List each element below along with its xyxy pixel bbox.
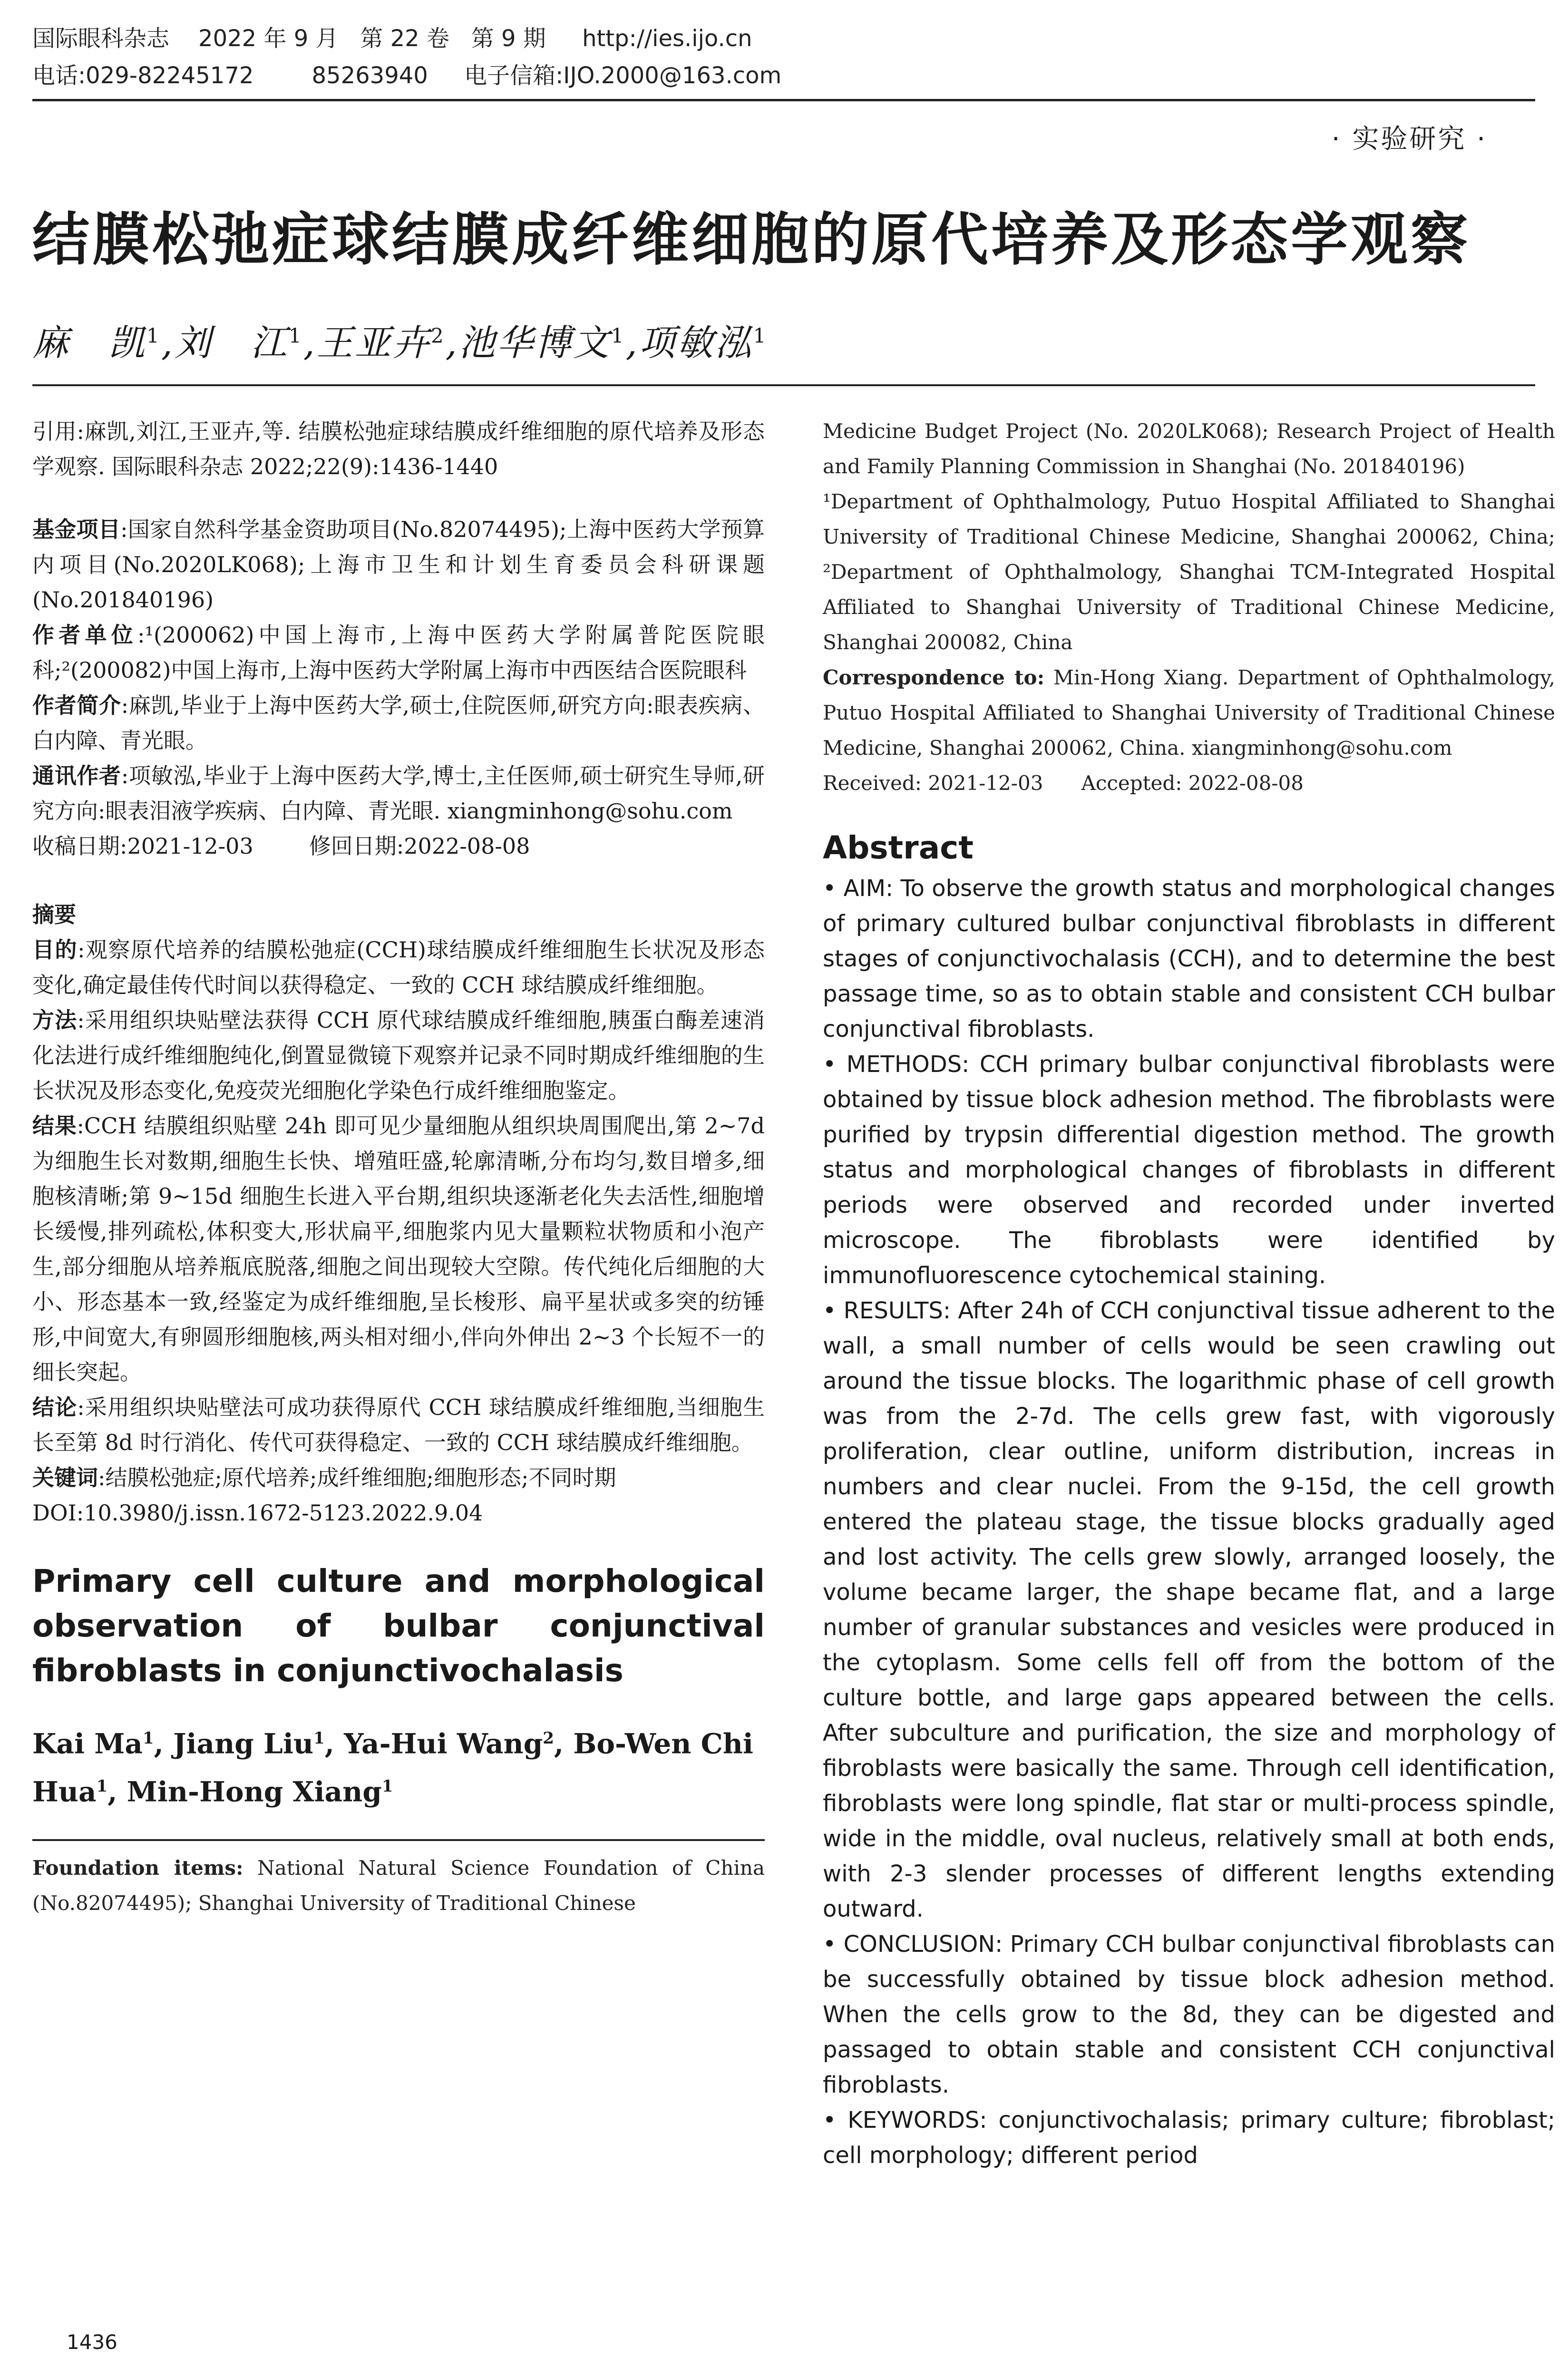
issue: 第 9 期	[471, 25, 546, 52]
correspondence-en	[823, 660, 1555, 766]
author-cn: 刘 江	[174, 321, 289, 364]
right-column-body	[823, 484, 1555, 2173]
affiliation-cn	[32, 617, 765, 688]
author-cn: 池华博文	[458, 321, 611, 364]
author-en-sup: 1	[143, 1729, 154, 1748]
abstract-cn-keywords	[32, 1460, 765, 1495]
header-line-1	[32, 20, 1535, 57]
citation	[32, 414, 765, 484]
author-en: Ya-Hui Wang	[344, 1727, 543, 1760]
volume: 第 22 卷	[360, 25, 449, 52]
foundation-en-label: Foundation items:	[32, 1856, 243, 1880]
abstract-cn-heading-text: 摘要	[32, 902, 76, 927]
conclusion-cn-text: :采用组织块贴壁法可成功获得原代 CCH 球结膜成纤维细胞,当细胞生长至第 8d 时行消化、传代可获得稳定、一致的 CCH 球结膜成纤维细胞。	[32, 1394, 765, 1455]
author-sup: 1	[288, 324, 303, 348]
header-line-2	[32, 57, 1535, 94]
page-number: 1436	[67, 2330, 117, 2354]
authors-en: Kai Ma$^1$, Jiang Liu$^1$, Ya-Hui Wang$^2$, Bo-Wen Chi Hua$^1$, Min-Hong Xiang$^1$	[32, 1727, 753, 1808]
keywords-cn-text: :结膜松弛症;原代培养;成纤维细胞;细胞形态;不同时期	[98, 1465, 616, 1490]
corresponding-cn	[32, 758, 765, 828]
accepted-en: Accepted: 2022-08-08	[1081, 771, 1304, 795]
bio-label: 作者简介	[32, 692, 121, 718]
author-en-sup: 1	[381, 1777, 393, 1796]
author-cn: 王亚卉	[316, 321, 431, 364]
journal-url[interactable]: http://ies.ijo.cn	[582, 25, 752, 52]
author-en-sup: 2	[543, 1729, 554, 1748]
journal-email: 电子信箱:IJO.2000@163.com	[464, 62, 782, 89]
fund-text: :国家自然科学基金资助项目(No.82074495);上海中医药大学预算内项目(No.2020LK068);上海市卫生和计划生育委员会科研课题(No.201840196)	[32, 516, 765, 613]
dates-en	[823, 766, 1555, 801]
methods-cn-label: 方法	[32, 1007, 78, 1033]
corresponding-label: 通讯作者	[32, 763, 121, 789]
abstract-cn-results	[32, 1108, 765, 1390]
aim-cn-label: 目的	[32, 937, 78, 963]
author-en: Min-Hong Xiang	[127, 1775, 382, 1808]
correspondence-en-text: Min-Hong Xiang. Department of Ophthalmology, Putuo Hospital Affiliated to Shanghai University of Traditional Chinese Medicine, Shanghai 200062, China. xiangminhong@sohu.com	[823, 666, 1555, 760]
author-cn: 项敏泓	[639, 321, 753, 364]
keywords-cn-label: 关键词	[32, 1465, 98, 1490]
correspondence-en-label: Correspondence to:	[823, 666, 1045, 689]
issue-date: 2022 年 9 月	[198, 25, 339, 52]
received-en: Received: 2021-12-03	[823, 771, 1043, 795]
article-title-en: Primary cell culture and morphological observation of bulbar conjunctival fibroblasts in conjunctivochalasis	[32, 1563, 765, 1689]
abstract-en-conclusion: • CONCLUSION: Primary CCH bulbar conjunctival fibroblasts can be successfully obtained by tissue block adhesion method. When the cells grow to the 8d, they can be digested and passaged to obtain stable and consistent CCH conjunctival fibroblasts.	[823, 1931, 1555, 2098]
abstract-cn-conclusion	[32, 1390, 765, 1460]
affiliation-text: :¹(200062)中国上海市,上海中医药大学附属普陀医院眼科;²(200082)中国上海市,上海中医药大学附属上海市中西医结合医院眼科	[32, 622, 765, 683]
phone-1: 电话:029-82245172	[32, 62, 254, 89]
foundation-en-continued: Medicine Budget Project (No. 2020LK068); Research Project of Health and Family Planning Commission in Shanghai (No. 201840196)	[823, 419, 1555, 478]
abstract-en-keywords: • KEYWORDS: conjunctivochalasis; primary culture; fibroblast; cell morphology; different period	[823, 2107, 1555, 2169]
abstract-cn-methods	[32, 1003, 765, 1108]
fund	[32, 512, 765, 617]
bio	[32, 688, 765, 758]
abstract-en-results: • RESULTS: After 24h of CCH conjunctival tissue adherent to the wall, a small number of cells would be seen crawling out around the tissue blocks. The logarithmic phase of cell growth was from the 2-7d. The cells grew fast, with vigorously proliferation, clear outline, uniform distribution, increas in numbers and clear nuclei. From the 9-15d, the cell growth entered the plateau stage, the tissue blocks gradually aged and lost activity. The cells grew slowly, arranged loosely, the volume became larger, the shape became flat, and a large number of granular substances and vesicles were produced in the cytoplasm. Some cells fell off from the bottom of the culture bottle, and large gaps appeared between the cells. After subculture and purification, the size and morphology of fibroblasts were basically the same. Through cell identification, fibroblasts were long spindle, flat star or multi-process spindle, wide in the middle, oval nucleus, relatively small at both ends, with 2-3 slender processes of different lengths extending outward.	[823, 1297, 1555, 1922]
abstract-cn-heading	[32, 897, 765, 932]
fund-label: 基金项目	[32, 516, 121, 542]
authors-cn: 麻 凯$^1$,刘 江$^1$,王亚卉$^2$,池华博文$^1$,项敏泓$^1$	[32, 321, 768, 364]
author-en: Bo-Wen Chi Hua	[32, 1727, 753, 1808]
phone-2: 85263940	[312, 62, 428, 89]
section-tag: · 实验研究 ·	[1331, 124, 1487, 155]
right-column-top	[823, 414, 1555, 484]
article-title-cn: 结膜松弛症球结膜成纤维细胞的原代培养及形态学观察	[32, 207, 1471, 273]
author-cn: 麻 凯	[32, 321, 146, 364]
abstract-en-methods: • METHODS: CCH primary bulbar conjunctival fibroblasts were obtained by tissue block adhesion method. The fibroblasts were purified by trypsin differential digestion method. The growth status and morphological changes of fibroblasts in different periods were observed and recorded under inverted microscope. The fibroblasts were identified by immunofluorescence cytochemical staining.	[823, 1051, 1555, 1289]
abstract-en-aim: • AIM: To observe the growth status and morphological changes of primary cultured bulbar conjunctival fibroblasts in different stages of conjunctivochalasis (CCH), and to determine the best passage time, so as to obtain stable and consistent CCH bulbar conjunctival fibroblasts.	[823, 875, 1555, 1042]
conclusion-cn-label: 结论	[32, 1394, 78, 1420]
header-rule	[32, 99, 1535, 101]
author-sup: 1	[753, 324, 768, 348]
journal-name: 国际眼科杂志	[32, 25, 170, 52]
author-en: Jiang Liu	[173, 1727, 314, 1760]
author-sup: 1	[146, 324, 161, 348]
running-header	[32, 20, 1535, 94]
foundation-en	[32, 1851, 765, 1921]
author-sup: 1	[611, 324, 626, 348]
left-column	[32, 414, 765, 1921]
author-en-sup: 1	[313, 1729, 325, 1748]
foundation-en-text: National Natural Science Foundation of China (No.82074495); Shanghai University of Traditional Chinese	[32, 1856, 765, 1915]
aim-cn-text: :观察原代培养的结膜松弛症(CCH)球结膜成纤维细胞生长状况及形态变化,确定最佳传代时间以获得稳定、一致的 CCH 球结膜成纤维细胞。	[32, 937, 765, 998]
affiliation-label: 作者单位	[32, 622, 137, 648]
received-cn: 收稿日期:2021-12-03	[32, 833, 253, 859]
results-cn-label: 结果	[32, 1113, 77, 1139]
dates-cn	[32, 828, 765, 864]
revised-cn: 修回日期:2022-08-08	[309, 833, 530, 859]
author-en-sup: 1	[96, 1777, 108, 1796]
doi[interactable]: DOI:10.3980/j.issn.1672-5123.2022.9.04	[32, 1500, 483, 1526]
abstract-en-heading: Abstract	[823, 829, 974, 866]
affiliation-en: ¹Department of Ophthalmology, Putuo Hospital Affiliated to Shanghai University of Traditional Chinese Medicine, Shanghai 200062, China; ²Department of Ophthalmology, Shanghai TCM-Integrated Hospital Affiliated to Shanghai University of Traditional Chinese Medicine, Shanghai 200082, China	[823, 490, 1555, 654]
bio-text: :麻凯,毕业于上海中医药大学,硕士,住院医师,研究方向:眼表疾病、白内障、青光眼。	[32, 692, 765, 753]
results-cn-text: :CCH 结膜组织贴壁 24h 即可见少量细胞从组织块周围爬出,第 2~7d 为细胞生长对数期,细胞生长快、增殖旺盛,轮廓清晰,分布均匀,数目增多,细胞核清晰;第 9~15d 细胞生长进入平台期,组织块逐渐老化失去活性,细胞增长缓慢,排列疏松,体积变大,形状扁平,细胞浆内见大量颗粒状物质和小泡产生,部分细胞从培养瓶底脱落,细胞之间出现较大空隙。传代纯化后细胞的大小、形态基本一致,经鉴定为成纤维细胞,呈长梭形、扁平星状或多突的纺锤形,中间宽大,有卵圆形细胞核,两头相对细小,伴向外伸出 2~3 个长短不一的细长突起。	[32, 1113, 765, 1385]
citation-label: 引用	[32, 419, 77, 444]
methods-cn-text: :采用组织块贴壁法获得 CCH 原代球结膜成纤维细胞,胰蛋白酶差速消化法进行成纤维细胞纯化,倒置显微镜下观察并记录不同时期成纤维细胞的生长状况及形态变化,免疫荧光细胞化学染色行成纤维细胞鉴定。	[32, 1007, 765, 1103]
citation-text: :麻凯,刘江,王亚卉,等. 结膜松弛症球结膜成纤维细胞的原代培养及形态学观察. 国际眼科杂志 2022;22(9):1436-1440	[32, 419, 765, 479]
author-en: Kai Ma	[32, 1727, 143, 1760]
author-sup: 2	[430, 324, 446, 348]
title-rule	[32, 384, 1535, 386]
abstract-cn-aim	[32, 932, 765, 1003]
corresponding-text: :项敏泓,毕业于上海中医药大学,博士,主任医师,硕士研究生导师,研究方向:眼表泪液学疾病、白内障、青光眼. xiangminhong@sohu.com	[32, 763, 765, 824]
